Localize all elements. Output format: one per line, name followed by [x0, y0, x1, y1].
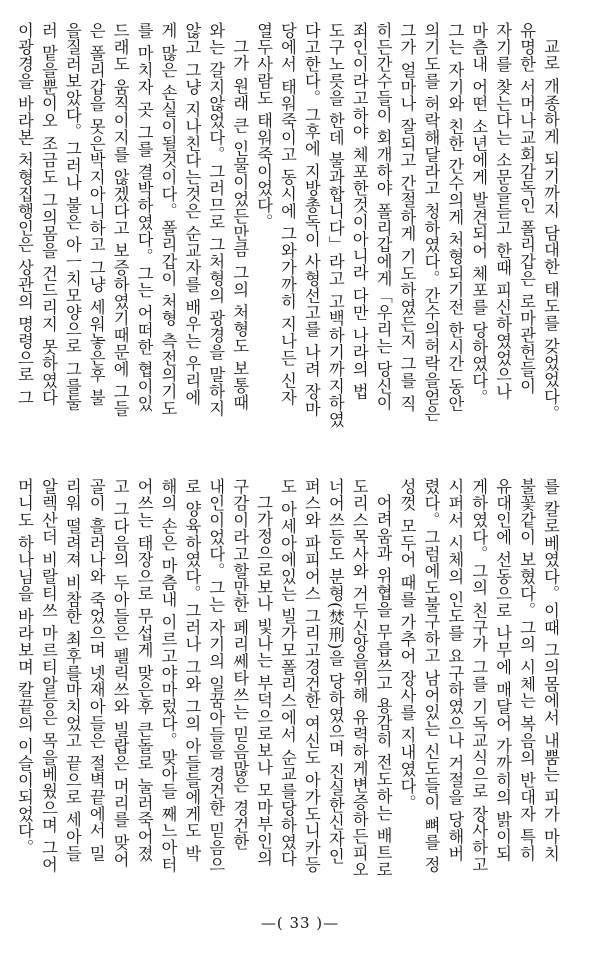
text-column: 어쓰는 태장으로 무섭게 맞은후 큰돌로 눌러죽어졌: [134, 478, 154, 863]
text-column: 러 맡을뿐이오 조금도 그의몸을 건드리지 못하였다: [38, 22, 58, 407]
text-column: 의기도를 허락해달라고 청하였다。간수의허락을얻은: [421, 22, 441, 423]
text-column: 이광경을 바라본 처형집행인은 상관의 명령으로 그: [15, 22, 34, 407]
text-column: 성껏 모두어 때를 가추어 장사를 지내였다。: [397, 478, 417, 812]
text-column: 를 마치자 곳 그를 결박하였다。그는 어떠한 협이있: [134, 22, 154, 412]
text-column: 머니도 하나님을 바라보며 칼끝의 이슬이되었다。: [15, 478, 34, 857]
text-block-bottom: [12, 478, 558, 890]
text-column: 로 양육하였다。그러나 그와 그의 아들들에게도 박: [182, 478, 202, 863]
text-column: 도구노릇을 한데 불과합니다」라고 고백하기까지하였: [325, 22, 345, 429]
text-column: 을질러보았다。그러나 불은 아ㅡ치모양으로 그를둘: [62, 22, 82, 412]
text-column: 렸다。그럼에도불구하고 남어있는 신도들이 뼈를 정: [421, 478, 441, 874]
text-column: 그가정으로보나 빛나는 부덕으로보나 모마부인의: [254, 494, 274, 867]
text-column: 와는 갈지않었다。그러므로 그처형의 광경을 말하지: [206, 22, 226, 418]
text-column: 유대인에 선동으로 나무에 매달어 가까히의 밝이되: [493, 478, 513, 863]
text-column: 골이 흘러나와 죽었으며 넷재아들은 절벽끝에서 밀: [86, 478, 106, 863]
text-column: 열두사람도 태워죽이었다。: [254, 22, 274, 231]
text-column: 죄인이라고하야 체포한것이아니라 다만 나라의 법: [349, 22, 369, 401]
text-column: 그가 얼마나 잘되고 간절하게 기도하였든지 그를 직: [397, 22, 417, 412]
text-column: 교로 개종하게 되기까지 담대한 태도를 갖었었다。: [540, 38, 560, 423]
text-column: 고 그다음의 두아들은 펠릭쓰와 빌랍은 머리를 맞어: [110, 478, 130, 868]
text-column: 너어쓰등도 분형(焚刑)을 당하였으며 진실한신자인: [325, 478, 345, 865]
text-block-top: [12, 22, 558, 462]
text-column: 해의 손은 마츰내 이르고야마렀다。맞아들 째느아터: [158, 478, 178, 874]
text-column: 알렉산더 비랄티쓰 마르티알등은 목을베웠으며 그어: [38, 478, 58, 874]
text-column: 은 폴리갑을 못은박지아니하고 그냥 세워놓은후 불: [86, 22, 106, 407]
text-column: 리워 떨려져 비참한 최후를마치었고 끝으로 세아들: [62, 478, 82, 863]
text-column: 자기를 찾는다는 소문을듣고 한때 피신하였었으나: [493, 22, 513, 401]
text-column: 퍼스와 파피어스 그리고경건한 여신도 아가도니카등: [301, 478, 321, 874]
text-column: 드래도 움직이지를 않겠다고 보증하였기때문에 그들: [110, 22, 130, 418]
text-column: 불꽃같이 보혔다。그의 시체는 복음의 반대자 특히: [517, 478, 537, 863]
text-column: 히든간수들이 회개하야 폴리갑에게「우리는 당신이: [373, 22, 393, 412]
text-column: 내인이었다。그는 자기의 일꿈아들을 경건한 믿음으: [206, 478, 226, 874]
text-column: 마츰내 어떤 소년에게 발견되어 체포를 당하였다。: [469, 22, 489, 407]
text-column: 유명한 서머나교회감독인 폴리갑은 로마관헌들이: [517, 22, 537, 395]
text-column: 않고 그냥 지나친다는것은 순교자를 배우는 우리에: [182, 22, 202, 407]
text-column: 게하였다。그의 친구가 그를 기독교식으로 장사하고: [469, 478, 489, 874]
text-column: 게 많은 손실이될것이다。폴리갑이 처형 측전의기도: [158, 22, 178, 418]
text-column: 당에서 태워죽이고 동시에 그와가까히 지나든 신자: [277, 22, 297, 407]
text-column: 도 아세아에있는 빌가모폴리스에서 순교를당하였다: [277, 478, 297, 868]
text-column: 를 칼로베였다。이때 그의몸에서 내뿜는 피가 마치: [540, 478, 560, 863]
text-column: 그가 원래 큰 인물이었든만큼 그의 처형도 보통때: [230, 38, 250, 412]
text-column: 구감이라고할만한 페리쎄타쓰는 믿음많은 경건한: [230, 478, 250, 851]
text-column: 다고한다。그후에 지방총독이 사형선고를 나려 장마: [301, 22, 321, 418]
text-column: 도리스목사와 거두신앙을위해 유력하게변증하든피오: [349, 478, 369, 879]
text-column: 어려움과 위협을 무릅쓰고 용감히 전도하는 배트로: [373, 494, 393, 879]
page-number: —( 33 )—: [260, 914, 340, 932]
text-column: 그는 자기와 친한 간수의게 처형되기전 한시간 동안: [445, 22, 465, 412]
text-column: 시퍼서 시체의 인도를 요구하였으나 거절을 당해버: [445, 478, 465, 863]
